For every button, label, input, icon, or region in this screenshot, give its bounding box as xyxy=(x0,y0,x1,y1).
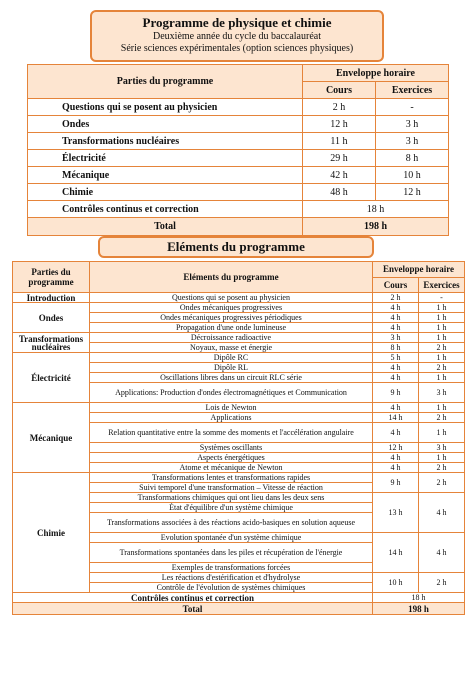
element-cell: Transformations spontanées dans les piles et récupération de l'énergie xyxy=(90,543,373,563)
cell-cours: 3 h xyxy=(373,333,419,343)
programme-elements-table xyxy=(12,261,465,615)
cell-exercices: 1 h xyxy=(419,333,465,343)
cell-exercices: 10 h xyxy=(376,167,449,184)
controls-value: 18 h xyxy=(373,593,465,603)
element-cell: Transformations lentes et transformations rapides xyxy=(90,473,373,483)
cell-exercices: 1 h xyxy=(419,423,465,443)
part-mecanique: Mécanique xyxy=(13,403,90,473)
element-cell: Transformations chimiques qui ont lieu dans les deux sens xyxy=(90,493,373,503)
total-value: 198 h xyxy=(373,603,465,615)
cell-cours: 13 h xyxy=(373,493,419,533)
cell-exercices: 3 h xyxy=(419,383,465,403)
cell-exercices: 1 h xyxy=(419,353,465,363)
cell-cours: 4 h xyxy=(373,453,419,463)
cell-cours: 8 h xyxy=(373,343,419,353)
element-cell: Atome et mécanique de Newton xyxy=(90,463,373,473)
element-cell: Les réactions d'estérification et d'hydrolyse xyxy=(90,573,373,583)
element-cell: Dipôle RL xyxy=(90,363,373,373)
total-label: Total xyxy=(28,218,303,236)
element-cell: Questions qui se posent au physicien xyxy=(90,293,373,303)
programme-header xyxy=(90,10,384,62)
table-row-part: Transformations nucléaires xyxy=(28,133,303,150)
section-title: Eléments du programme xyxy=(98,236,374,258)
cell-cours: 9 h xyxy=(373,473,419,493)
total-value: 198 h xyxy=(303,218,449,236)
element-cell: Ondes mécaniques progressives périodiques xyxy=(90,313,373,323)
cell-exercices: 2 h xyxy=(419,413,465,423)
col-parts-header: Parties du programme xyxy=(28,65,303,99)
hours-summary-table xyxy=(27,64,449,236)
cell-cours: 29 h xyxy=(303,150,376,167)
element-cell: Exemples de transformations forcées xyxy=(90,563,373,573)
element-cell: Aspects énergétiques xyxy=(90,453,373,463)
cell-cours: 4 h xyxy=(373,403,419,413)
table-row-part: Électricité xyxy=(28,150,303,167)
cell-exercices: 2 h xyxy=(419,363,465,373)
part-ondes: Ondes xyxy=(13,303,90,333)
element-cell: Décroissance radioactive xyxy=(90,333,373,343)
cell-cours: 5 h xyxy=(373,353,419,363)
cell-exercices: 3 h xyxy=(419,443,465,453)
table-row-part: Chimie xyxy=(28,184,303,201)
cell-exercices: 2 h xyxy=(419,573,465,593)
cell-cours: 2 h xyxy=(303,99,376,116)
programme-year: Deuxième année du cycle du baccalauréat xyxy=(153,31,321,42)
cell-exercices: 12 h xyxy=(376,184,449,201)
cell-cours: 14 h xyxy=(373,413,419,423)
controls-label: Contrôles continus et correction xyxy=(13,593,373,603)
col-parts-header: Parties du programme xyxy=(13,262,90,293)
cell-cours: 4 h xyxy=(373,303,419,313)
cell-cours: 4 h xyxy=(373,373,419,383)
part-nucleaires: Transformations nucléaires xyxy=(13,333,90,353)
element-cell: Contrôle de l'évolution de systèmes chimiques xyxy=(90,583,373,593)
col-envelope-header: Enveloppe horaire xyxy=(373,262,465,278)
cell-exercices: 1 h xyxy=(419,373,465,383)
cell-exercices: 2 h xyxy=(419,343,465,353)
cell-exercices: 4 h xyxy=(419,493,465,533)
table-row-part: Ondes xyxy=(28,116,303,133)
cell-cours: 4 h xyxy=(373,323,419,333)
element-cell: Dipôle RC xyxy=(90,353,373,363)
element-cell: Relation quantitative entre la somme des moments et l'accélération angulaire xyxy=(90,423,373,443)
cell-exercices: 1 h xyxy=(419,303,465,313)
cell-cours: 4 h xyxy=(373,363,419,373)
element-cell: Applications xyxy=(90,413,373,423)
cell-exercices: 1 h xyxy=(419,323,465,333)
controls-label: Contrôles continus et correction xyxy=(28,201,303,218)
part-electricite: Électricité xyxy=(13,353,90,403)
cell-cours: 4 h xyxy=(373,463,419,473)
controls-value: 18 h xyxy=(303,201,449,218)
cell-cours: 9 h xyxy=(373,383,419,403)
element-cell: Evolution spontanée d'un système chimique xyxy=(90,533,373,543)
cell-cours: 12 h xyxy=(303,116,376,133)
col-envelope-header: Enveloppe horaire xyxy=(303,65,449,82)
element-cell: Noyaux, masse et énergie xyxy=(90,343,373,353)
col-elements-header: Eléments du programme xyxy=(90,262,373,293)
programme-series: Série sciences expérimentales (option sciences physiques) xyxy=(120,43,354,54)
cell-exercices: 3 h xyxy=(376,116,449,133)
cell-cours: 12 h xyxy=(373,443,419,453)
col-cours-header: Cours xyxy=(303,82,376,99)
element-cell: Transformations associées à des réactions acido-basiques en solution aqueuse xyxy=(90,513,373,533)
element-cell: Propagation d'une onde lumineuse xyxy=(90,323,373,333)
cell-cours: 4 h xyxy=(373,313,419,323)
cell-exercices: 3 h xyxy=(376,133,449,150)
total-label: Total xyxy=(13,603,373,615)
cell-exercices: 2 h xyxy=(419,463,465,473)
element-cell: Ondes mécaniques progressives xyxy=(90,303,373,313)
cell-exercices: 1 h xyxy=(419,453,465,463)
cell-cours: 11 h xyxy=(303,133,376,150)
element-cell: État d'équilibre d'un système chimique xyxy=(90,503,373,513)
element-cell: Systèmes oscillants xyxy=(90,443,373,453)
element-cell: Oscillations libres dans un circuit RLC série xyxy=(90,373,373,383)
cell-cours: 10 h xyxy=(373,573,419,593)
part-introduction: Introduction xyxy=(13,293,90,303)
cell-exercices: - xyxy=(376,99,449,116)
programme-title: Programme de physique et chimie xyxy=(142,15,332,30)
table-row-part: Questions qui se posent au physicien xyxy=(28,99,303,116)
col-cours-header: Cours xyxy=(373,277,419,293)
cell-cours: 2 h xyxy=(373,293,419,303)
cell-cours: 48 h xyxy=(303,184,376,201)
cell-exercices: - xyxy=(419,293,465,303)
cell-exercices: 8 h xyxy=(376,150,449,167)
table-row-part: Mécanique xyxy=(28,167,303,184)
element-cell: Lois de Newton xyxy=(90,403,373,413)
element-cell: Suivi temporel d'une transformation – Vitesse de réaction xyxy=(90,483,373,493)
cell-exercices: 1 h xyxy=(419,403,465,413)
cell-exercices: 2 h xyxy=(419,473,465,493)
cell-exercices: 4 h xyxy=(419,533,465,573)
cell-exercices: 1 h xyxy=(419,313,465,323)
cell-cours: 42 h xyxy=(303,167,376,184)
element-cell: Applications: Production d'ondes électromagnétiques et Communication xyxy=(90,383,373,403)
part-chimie: Chimie xyxy=(13,473,90,593)
col-exercices-header: Exercices xyxy=(419,277,465,293)
col-exercices-header: Exercices xyxy=(376,82,449,99)
cell-cours: 4 h xyxy=(373,423,419,443)
cell-cours: 14 h xyxy=(373,533,419,573)
